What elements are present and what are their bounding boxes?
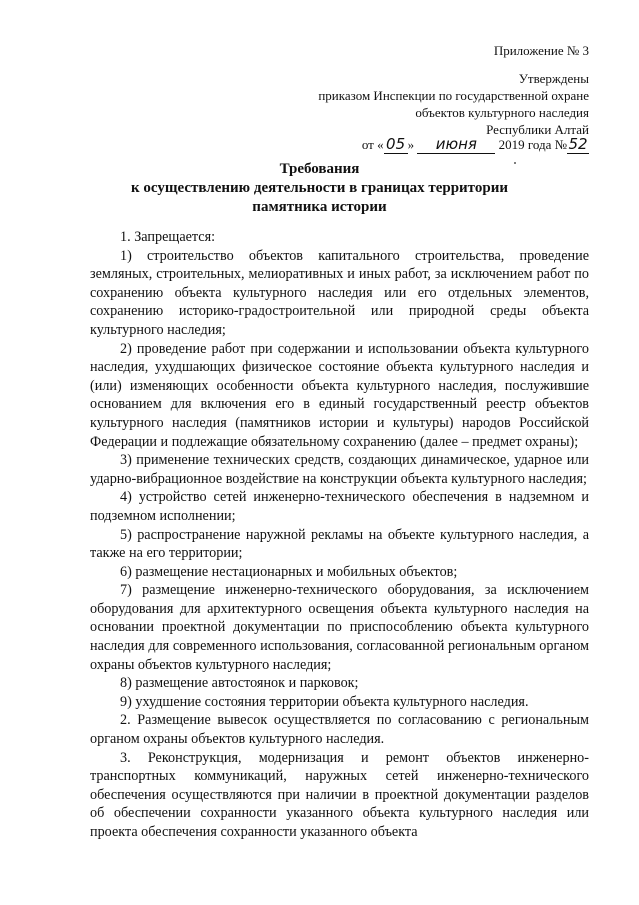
title-line-3: памятника истории — [252, 199, 387, 215]
paragraph-item-7: 7) размещение инженерно-технического оборудования, за исключением оборудования для архитектурного освещения объекта культурного наследия на основании проектной документации по приспособлению объекта культурного наследия для современного использования, согласованной региональным органом охраны объектов культурного наследия; — [90, 582, 589, 673]
date-month: июня — [417, 136, 495, 154]
approved-label: Утверждены — [518, 71, 589, 86]
title-line-1: Требования — [279, 161, 360, 177]
paragraph-item-2: 2) проведение работ при содержании и использовании объекта культурного наследия, ухудшающих физическое состояние объекта культурного наследия и (или) изменяющих особенности объекта культурного наследия, послужившие основанием для включения его в единый государственный реестр объектов культурного наследия (памятников истории и культуры) народов Российской Федерации и подлежащие обязательному сохранению (далее – предмет охраны); — [90, 340, 589, 450]
date-mid: » — [407, 137, 415, 152]
paragraph-section-3: 3. Реконструкция, модернизация и ремонт объектов инженерно-транспортных коммуникаций, наружных сетей инженерно-технического обеспечения осуществляются при наличии в проектной документации разделов об обеспечении сохранности указанного объекта культурного наследия или проекта обеспечения сохранности указанного объекта — [90, 749, 589, 840]
order-date-line — [362, 136, 589, 154]
requirements-body — [90, 228, 589, 842]
order-line-1: приказом Инспекции по государственной охране — [318, 88, 589, 103]
date-day: 05 — [384, 136, 408, 154]
order-line-3: Республики Алтай — [486, 122, 589, 137]
title-line-2: к осуществлению деятельности в границах территории — [131, 180, 508, 196]
paragraph-section-2: 2. Размещение вывесок осуществляется по согласованию с региональным органом охраны объектов культурного наследия. — [90, 712, 589, 748]
paragraph-item-8: 8) размещение автостоянок и парковок; — [120, 675, 359, 692]
date-year: 2019 года № — [498, 137, 567, 152]
appendix-label: Приложение № 3 — [493, 43, 589, 58]
paragraph-item-9: 9) ухудшение состояния территории объекта культурного наследия. — [120, 693, 529, 710]
order-line-2: объектов культурного наследия — [415, 105, 589, 120]
date-prefix: от « — [361, 137, 384, 152]
date-number: 52 — [568, 135, 588, 153]
paragraph-item-4: 4) устройство сетей инженерно-технического обеспечения в надземном и подземном исполнении; — [90, 489, 589, 524]
paragraph-item-6: 6) размещение нестационарных и мобильных объектов; — [120, 563, 458, 580]
paragraph-item-1: 1) строительство объектов капитального строительства, проведение земляных, строительных, мелиоративных и иных работ, за исключением работ по сохранению объекта культурного наследия или его отдельных элементов, сохранению историко-градостроительной или природной среды объекта культурного наследия; — [90, 247, 589, 338]
paragraph-item-3: 3) применение технических средств, создающих динамическое, ударное или ударно-вибрационное воздействие на конструкции объекта культурного наследия; — [90, 452, 589, 487]
paragraph-item-5: 5) распространение наружной рекламы на объекте культурного наследия, а также на его территории; — [90, 526, 589, 562]
paragraph-prohibited: 1. Запрещается: — [120, 229, 216, 245]
